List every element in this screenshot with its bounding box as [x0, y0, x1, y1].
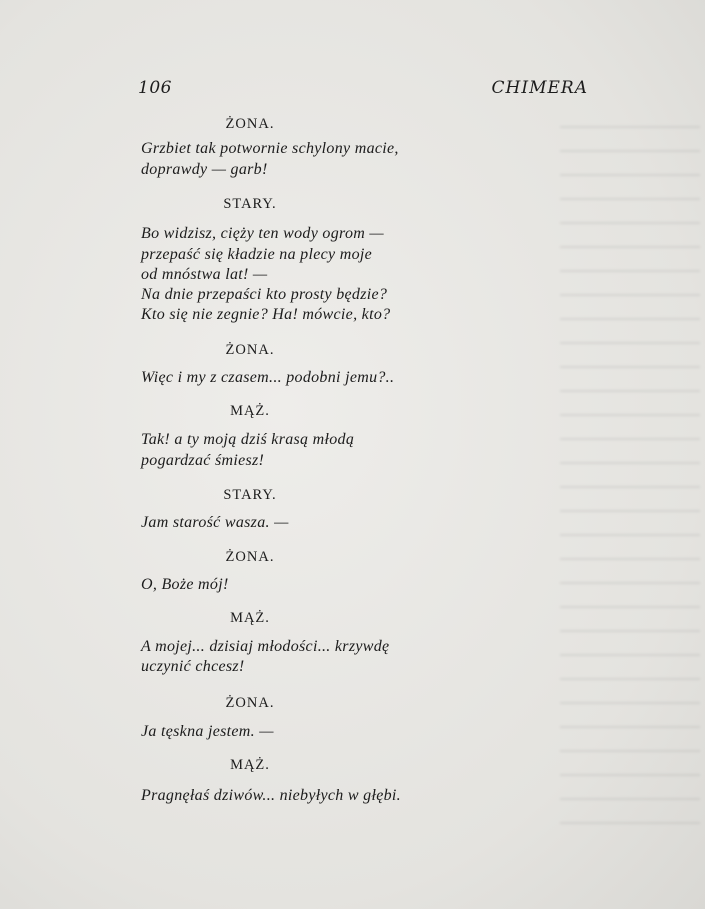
speaker-name: MĄŻ.: [230, 610, 270, 626]
speaker-name: ŻONA.: [225, 116, 275, 132]
verse-line: Ja tęskna jestem. —: [141, 723, 274, 740]
show-through-text: [560, 110, 700, 830]
speaker-name: STARY.: [223, 196, 277, 212]
speaker-name: MĄŻ.: [230, 403, 270, 419]
verse-line: pogardzać śmiesz!: [141, 452, 265, 469]
speaker-name: ŻONA.: [225, 342, 275, 358]
verse-line: Bo widzisz, cięży ten wody ogrom —: [141, 225, 384, 242]
verse-line: doprawdy — garb!: [141, 161, 268, 178]
speaker-name: ŻONA.: [225, 695, 275, 711]
page-header: [138, 78, 588, 100]
verse-line: Więc i my z czasem... podobni jemu?..: [141, 369, 395, 386]
verse-line: uczynić chcesz!: [141, 658, 245, 675]
verse-line: Grzbiet tak potwornie schylony macie,: [141, 140, 399, 157]
page-number: 106: [138, 78, 172, 98]
verse-line: od mnóstwa lat! —: [141, 266, 268, 283]
verse-line: Jam starość wasza. —: [141, 514, 289, 531]
speaker-name: ŻONA.: [225, 549, 275, 565]
speaker-name: MĄŻ.: [230, 757, 270, 773]
verse-line: O, Boże mój!: [141, 576, 229, 593]
running-title: CHIMERA: [491, 78, 588, 98]
speaker-name: STARY.: [223, 487, 277, 503]
verse-line: Tak! a ty moją dziś krasą młodą: [141, 431, 355, 448]
verse-line: Pragnęłaś dziwów... niebyłych w głębi.: [141, 787, 401, 804]
verse-line: Na dnie przepaści kto prosty będzie?: [141, 286, 388, 303]
verse-line: Kto się nie zegnie? Ha! mówcie, kto?: [141, 306, 391, 323]
verse-line: A mojej... dzisiaj młodości... krzywdę: [141, 638, 390, 655]
verse-line: przepaść się kładzie na plecy moje: [141, 246, 373, 263]
